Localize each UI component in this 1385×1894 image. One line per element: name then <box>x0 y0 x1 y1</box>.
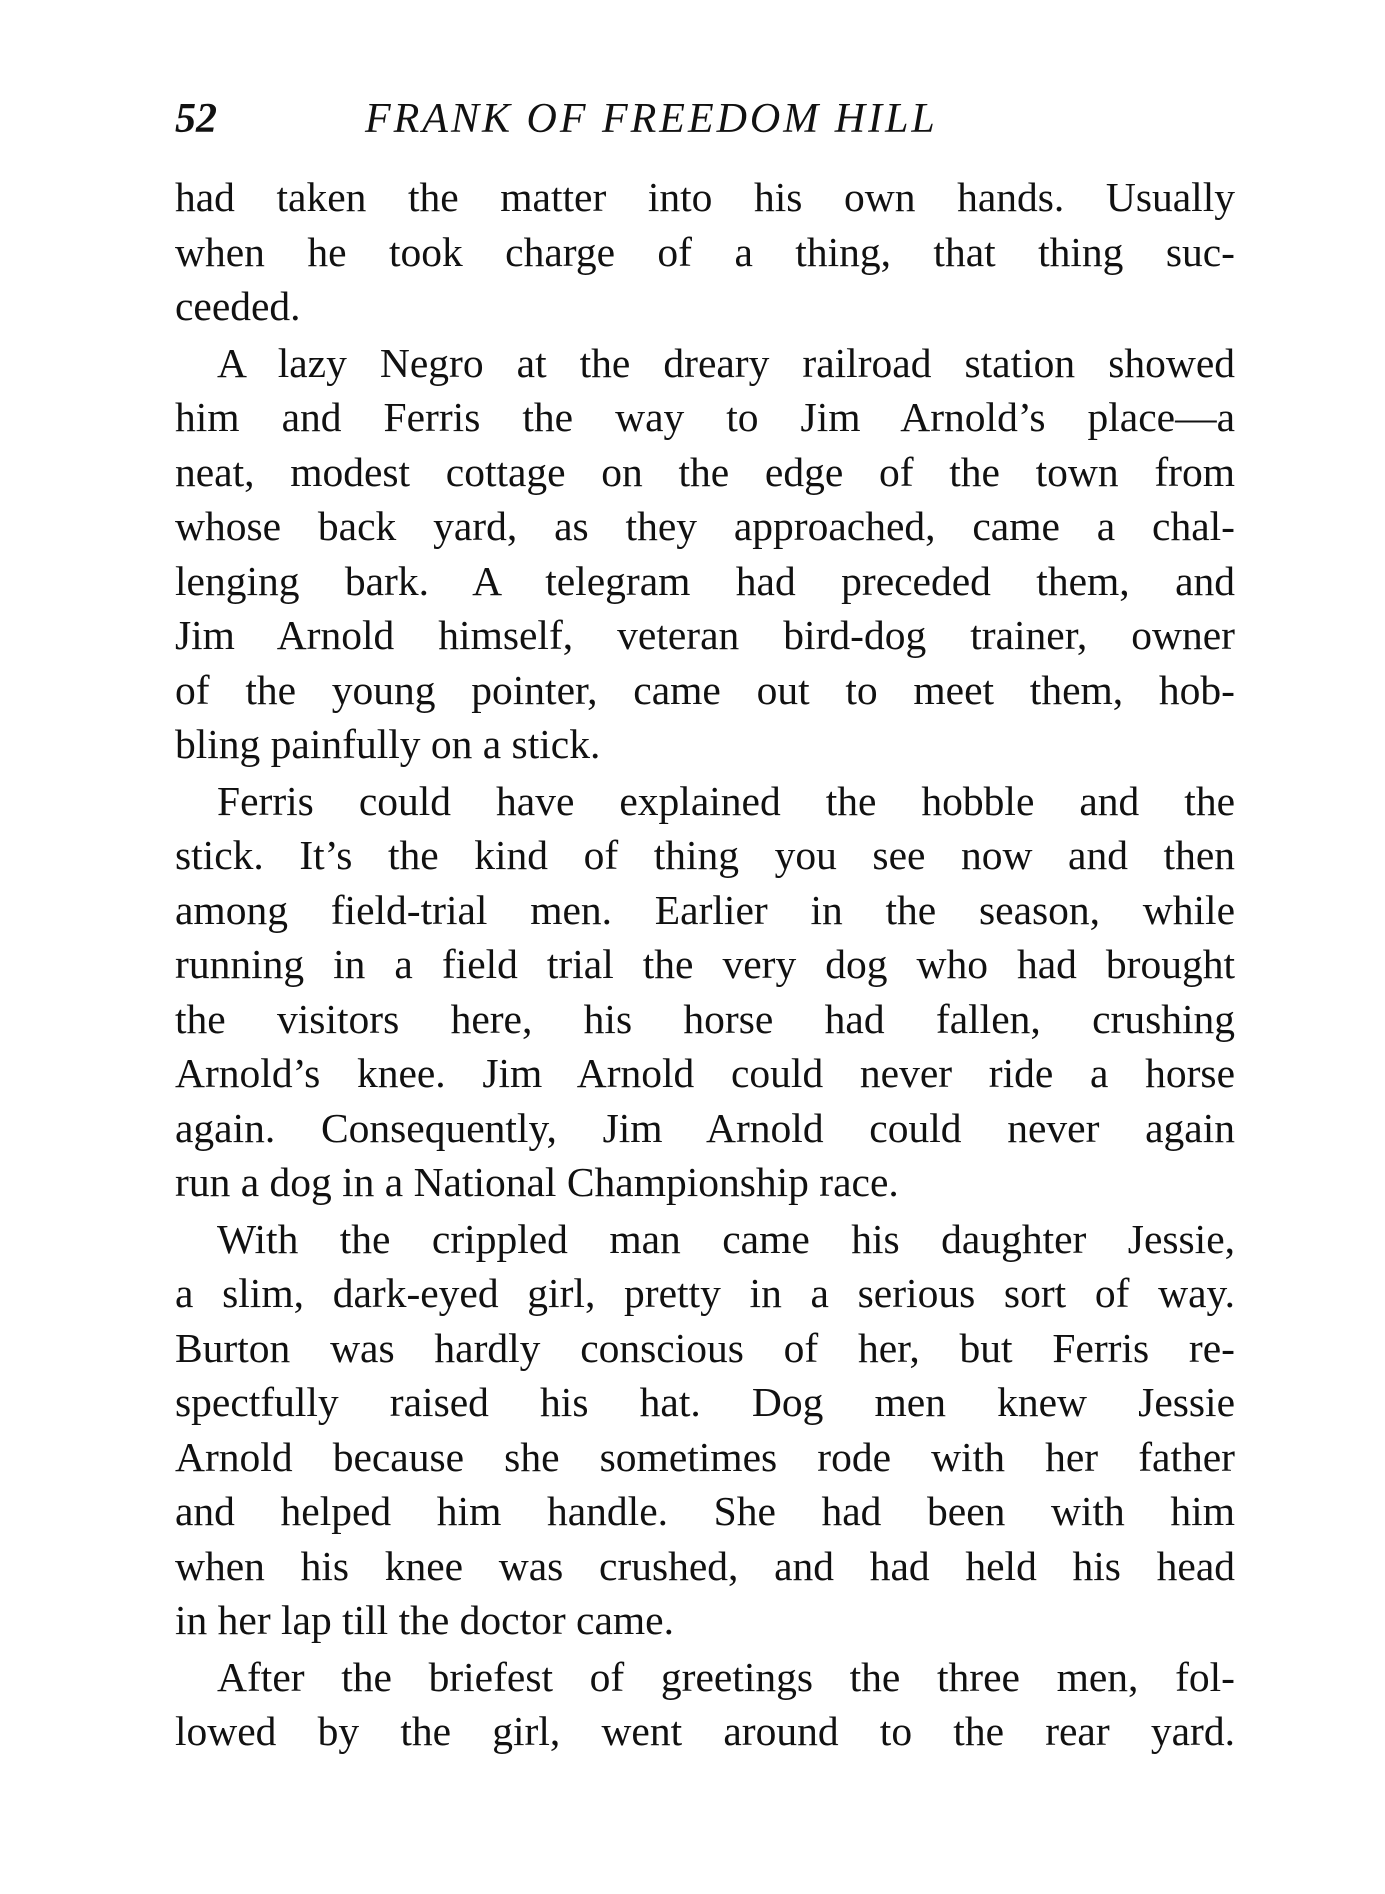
text-line: when he took charge of a thing, that thing suc- <box>175 228 1235 275</box>
paragraph <box>175 1212 1235 1648</box>
text-line: With the crippled man came his daughter Jessie, <box>217 1215 1235 1262</box>
running-title: FRANK OF FREEDOM HILL <box>365 96 938 142</box>
text-line: a slim, dark-eyed girl, pretty in a serious sort of way. <box>175 1270 1235 1316</box>
text-line: A lazy Negro at the dreary railroad station showed <box>217 339 1235 386</box>
text-line: lowed by the girl, went around to the rear yard. <box>175 1708 1235 1754</box>
text-line: neat, modest cottage on the edge of the town from <box>175 448 1235 495</box>
text-line: of the young pointer, came out to meet them, hob- <box>175 666 1235 713</box>
text-line: Jim Arnold himself, veteran bird-dog trainer, owner <box>175 612 1235 658</box>
text-line: spectfully raised his hat. Dog men knew Jessie <box>175 1379 1235 1425</box>
paragraph <box>175 774 1235 1210</box>
text-line: bling painfully on a stick. <box>175 721 601 767</box>
body-text <box>175 170 1235 1759</box>
text-line: him and Ferris the way to Jim Arnold’s place—a <box>175 394 1235 440</box>
text-line: ceeded. <box>175 283 301 329</box>
text-line: again. Consequently, Jim Arnold could never again <box>175 1104 1235 1151</box>
text-line: in her lap till the doctor came. <box>175 1597 674 1643</box>
text-line: had taken the matter into his own hands. Usually <box>175 174 1235 220</box>
text-line: and helped him handle. She had been with him <box>175 1488 1235 1534</box>
text-line: run a dog in a National Championship race. <box>175 1159 899 1205</box>
paragraph <box>175 336 1235 772</box>
text-line: whose back yard, as they approached, came a chal- <box>175 503 1235 549</box>
text-line: running in a field trial the very dog who had brought <box>175 941 1235 987</box>
text-line: Ferris could have explained the hobble and the <box>217 777 1235 824</box>
page-header <box>175 95 1050 155</box>
paragraph <box>175 1650 1235 1759</box>
paragraph <box>175 170 1235 334</box>
text-line: lenging bark. A telegram had preceded them, and <box>175 557 1235 604</box>
text-line: Burton was hardly conscious of her, but Ferris re- <box>175 1324 1235 1371</box>
text-line: Arnold’s knee. Jim Arnold could never ride a horse <box>175 1050 1235 1096</box>
text-line: the visitors here, his horse had fallen, crushing <box>175 995 1235 1042</box>
text-line: After the briefest of greetings the three men, fol- <box>217 1653 1235 1700</box>
text-line: Arnold because she sometimes rode with her father <box>175 1433 1235 1480</box>
page-number: 52 <box>175 96 217 142</box>
text-line: among field-trial men. Earlier in the season, while <box>175 886 1235 933</box>
text-line: when his knee was crushed, and had held his head <box>175 1542 1235 1589</box>
text-line: stick. It’s the kind of thing you see now and then <box>175 832 1235 878</box>
